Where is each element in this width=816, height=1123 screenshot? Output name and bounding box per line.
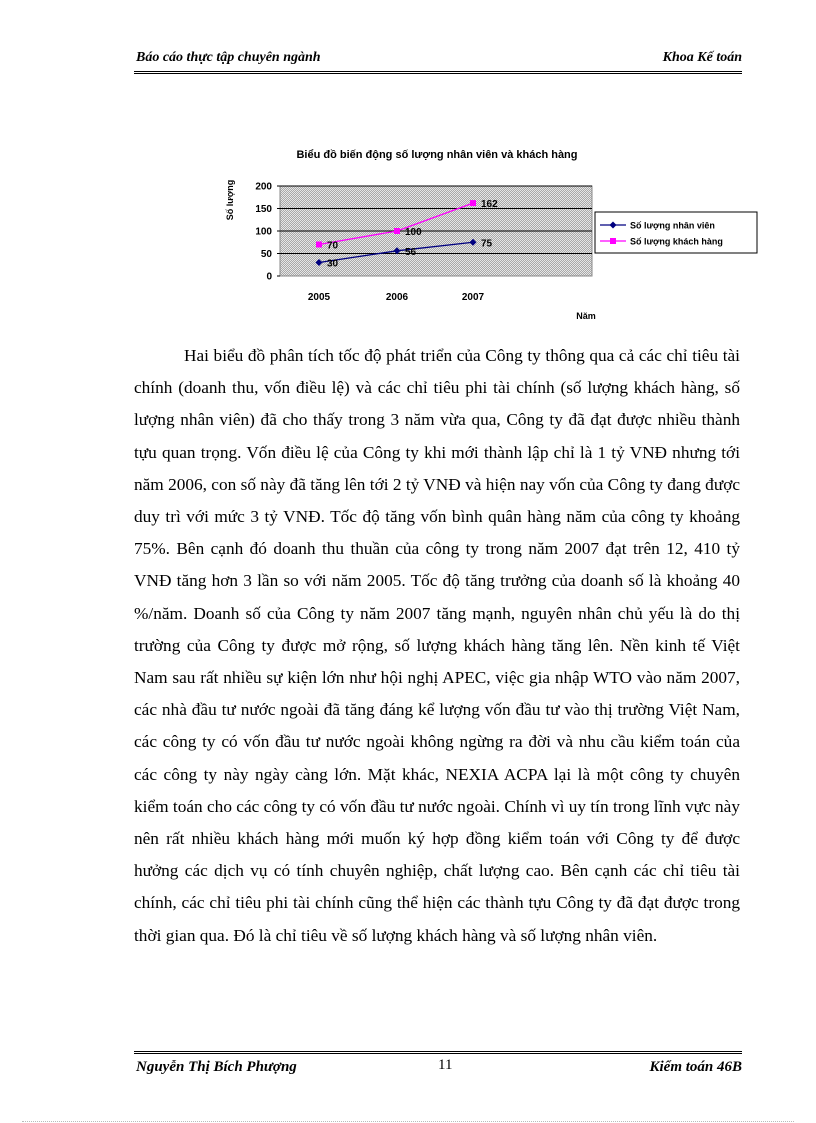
footer-rule <box>134 1051 742 1054</box>
y-tick-label: 0 <box>266 271 272 283</box>
y-tick-label: 100 <box>255 226 272 238</box>
header-department: Khoa Kế toán <box>662 50 742 65</box>
footer-author: Nguyễn Thị Bích Phượng <box>136 1059 297 1075</box>
legend-box <box>595 212 757 253</box>
legend-label: Số lượng nhân viên <box>630 220 715 231</box>
body-paragraph: Hai biểu đồ phân tích tốc độ phát triển của Công ty thông qua cả các chỉ tiêu tài chính (doanh thu, vốn điều lệ) và các chỉ tiêu phi tài chính (số lượng khách hàng, số lượng nhân viên) đã cho thấy trong 3 năm vừa qua, Công ty đã đạt được nhiều thành tựu quan trọng. Vốn điều lệ của Công ty khi mới thành lập chỉ là 1 tỷ VNĐ nhưng tới năm 2006, con số này đã tăng lên tới 2 tỷ VNĐ và hiện nay vốn của Công ty đang được duy trì với mức 3 tỷ VNĐ. Tốc độ tăng vốn bình quân hàng năm của công ty khoảng 75%. Bên cạnh đó doanh thu thuần của công ty trong năm 2007 đạt trên 12, 410 tỷ VNĐ tăng hơn 3 lần so với năm 2005. Tốc độ tăng trưởng của doanh số là khoảng 40 %/năm. Doanh số của Công ty năm 2007 tăng mạnh, nguyên nhân chủ yếu là do thị trường của Công ty được mở rộng, số lượng khách hàng tăng lên. Nền kinh tế Việt Nam sau rất nhiều sự kiện lớn như hội nghị APEC, việc gia nhập WTO vào năm 2007, các nhà đầu tư nước ngoài đã tăng đáng kể lượng vốn đầu tư vào thị trường Việt Nam, các công ty có vốn đầu tư nước ngoài không ngừng ra đời và nhu cầu kiểm toán của các công ty này ngày càng lớn. Mặt khác, NEXIA ACPA lại là một công ty chuyên kiểm toán cho các công ty có vốn đầu tư nước ngoài. Chính vì uy tín trong lĩnh vực này nên rất nhiều khách hàng mới muốn ký hợp đồng kiểm toán với Công ty để được hưởng các dịch vụ có tính chuyên nghiệp, chất lượng cao. Bên cạnh các chỉ tiêu tài chính, các chỉ tiêu phi tài chính cũng thể hiện các thành tựu Công ty đã đạt được trong thời gian qua. Đó là chỉ tiêu về số lượng khách hàng và số lượng nhân viên. <box>134 346 740 945</box>
header-report-title: Báo cáo thực tập chuyên ngành <box>136 50 321 65</box>
header-rule <box>134 71 742 74</box>
y-tick-label: 150 <box>255 204 272 215</box>
data-label: 75 <box>481 238 493 250</box>
data-label: 56 <box>405 246 417 258</box>
data-label: 100 <box>405 227 422 238</box>
data-label: 30 <box>327 258 339 270</box>
x-axis-label: Năm <box>576 311 596 321</box>
chart-title: Biểu đồ biến động số lượng nhân viên và khách hàng <box>296 149 578 161</box>
page-header <box>134 50 742 70</box>
chart-svg <box>215 140 760 325</box>
page-footer <box>134 1057 742 1079</box>
x-tick-label: 2007 <box>461 292 485 303</box>
x-tick-label: 2006 <box>385 292 409 303</box>
x-tick-label: 2005 <box>307 292 331 303</box>
footer-class: Kiểm toán 46B <box>649 1059 742 1075</box>
legend-label: Số lượng khách hàng <box>630 236 723 247</box>
line-chart <box>215 140 760 325</box>
page-number: 11 <box>438 1057 453 1073</box>
data-point <box>394 228 400 234</box>
y-tick-label: 200 <box>255 181 272 193</box>
y-tick-label: 50 <box>260 249 272 260</box>
data-point <box>316 242 322 248</box>
page-edge-dotted-line <box>22 1121 794 1122</box>
data-label: 70 <box>327 240 339 252</box>
data-label: 162 <box>481 199 498 211</box>
body-text <box>134 340 740 952</box>
data-point <box>470 200 476 206</box>
legend-marker <box>610 238 616 244</box>
y-axis-label: Số lượng <box>225 179 235 221</box>
